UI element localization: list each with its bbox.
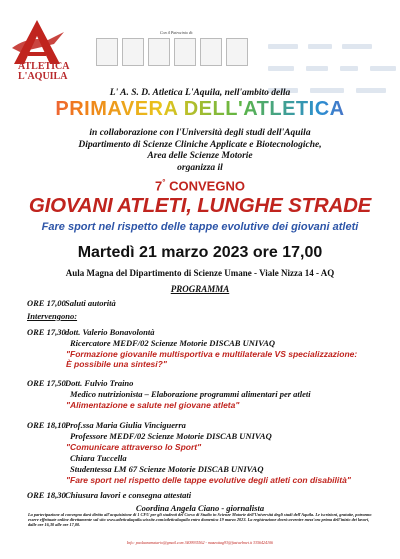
talk3-topic: "Comunicare attraverso lo Sport" bbox=[66, 442, 202, 452]
event-date: Martedì 21 marzo 2023 ore 17,00 bbox=[77, 244, 323, 261]
speaker-name: dott. Valerio Bonavolontà bbox=[65, 327, 155, 337]
collab-line-2: Dipartimento di Scienze Cliniche Applicate e Biotecnologiche, bbox=[78, 139, 322, 150]
talk3-topic2: "Fare sport nel rispetto delle tappe evolutive degli atleti con disabilità" bbox=[66, 475, 351, 485]
municipality-logo bbox=[174, 38, 196, 66]
collab-line-3: Area delle Scienze Motorie bbox=[147, 151, 253, 161]
speaker-name: Dott. Fulvio Traino bbox=[65, 378, 134, 388]
event-name: PRIMAVERA DELL'ATLETICA bbox=[0, 98, 400, 121]
venue: Aula Magna del Dipartimento di Scienze Umane - Viale Nizza 14 - AQ bbox=[65, 268, 335, 278]
interventi-label: Intervengono: bbox=[27, 311, 78, 321]
programma-heading: PROGRAMMA bbox=[170, 284, 230, 294]
program-closing bbox=[27, 490, 191, 500]
time-label: ORE 17,00 bbox=[27, 298, 66, 308]
intro-line: L' A. S. D. Atletica L'Aquila, nell'ambito della bbox=[109, 88, 291, 98]
patrocinio-label: Con il Patrocinio di: bbox=[160, 30, 194, 35]
convegno-heading bbox=[0, 178, 400, 193]
crest-logo bbox=[200, 38, 222, 66]
collab-line-1: in collaborazione con l'Università degli studi dell'Aquila bbox=[89, 128, 311, 138]
time-label: ORE 18,10 bbox=[27, 420, 66, 430]
convegno-label: CONVEGNO bbox=[169, 178, 245, 194]
convegno-ordinal: ° bbox=[162, 178, 166, 187]
item-text: Saluti autorità bbox=[65, 298, 116, 308]
talk1-header bbox=[27, 327, 155, 337]
region-logo bbox=[96, 38, 118, 66]
time-label: ORE 17,50 bbox=[27, 378, 66, 388]
talk2-role: Medico nutrizionista – Elaborazione programmi alimentari per atleti bbox=[70, 389, 311, 399]
talk1-topic-1: "Formazione giovanile multisportiva e multilaterale VS specializzazione: bbox=[66, 349, 358, 359]
talk2-header bbox=[27, 378, 133, 388]
registration-info: La partecipazione al convegno darà diritto all'acquisizione di 1 CFU per gli studenti del Corso di Studio in Scienze Motorie dell'Università degli studi dell'Aquila. Le iscrizioni, gratuite, potranno essere effettuate online direttamente sul sito www.atleticalaquila.wixsite.com/atleticalaquila entro domenica 19 marzo 2023. La registrazione dovrà avvenire mezz'ora prima dell'inizio dei lavori, dalle ore 16,30 alle ore 17,00. bbox=[28, 512, 372, 527]
university-logo bbox=[148, 38, 170, 66]
collab-line-4: organizza il bbox=[177, 162, 223, 173]
talk3-speaker2: Chiara Tuccella bbox=[70, 453, 127, 463]
time-label: ORE 18,30 bbox=[27, 490, 66, 500]
speaker-name: Prof.ssa Maria Giulia Vinciguerra bbox=[65, 420, 186, 430]
federation-logo bbox=[226, 38, 248, 66]
province-logo bbox=[122, 38, 144, 66]
main-title: GIOVANI ATLETI, LUNGHE STRADE bbox=[28, 194, 372, 217]
talk3-header bbox=[27, 420, 186, 430]
talk3-role2: Studentessa LM 67 Scienze Motorie DISCAB UNIVAQ bbox=[70, 464, 264, 474]
time-label: ORE 17,30 bbox=[27, 327, 66, 337]
talk1-role: Ricercatore MEDF/02 Scienze Motorie DISCAB UNIVAQ bbox=[70, 338, 276, 348]
talk1-topic-2: È possibile una sintesi?" bbox=[66, 359, 167, 369]
contacts-info: Info: paolaaramatario@gmail.com 3409935562 - mazzottag93@fastwebnet.it 3356424106 bbox=[126, 540, 274, 545]
logo-text: ATLETICA L'AQUILA bbox=[18, 61, 70, 82]
item-text: Chiusura lavori e consegna attestati bbox=[65, 490, 192, 500]
convegno-number: 7 bbox=[155, 178, 163, 194]
talk3-role: Professore MEDF/02 Scienze Motorie DISCAB UNIVAQ bbox=[70, 431, 272, 441]
coordinator: Coordina Angela Ciano - giornalista bbox=[135, 503, 265, 513]
program-saluti bbox=[27, 298, 116, 308]
subtitle: Fare sport nel rispetto delle tappe evolutive dei giovani atleti bbox=[41, 221, 359, 233]
talk2-topic: "Alimentazione e salute nel giovane atleta" bbox=[66, 400, 240, 410]
